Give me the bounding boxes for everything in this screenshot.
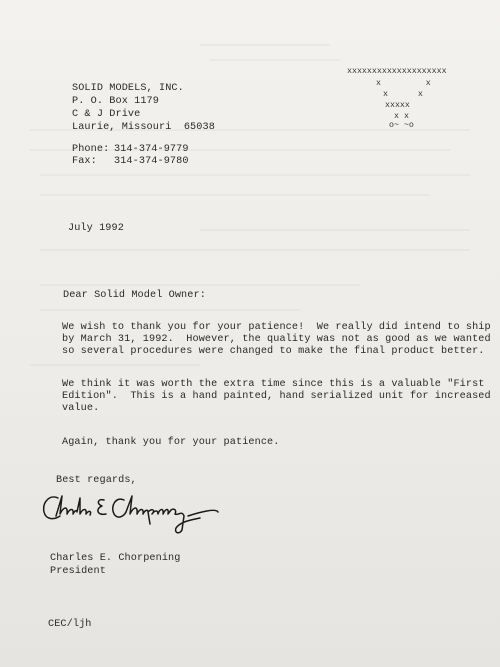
handwritten-signature (40, 490, 230, 538)
phone-label: Phone: (72, 144, 110, 155)
body-paragraph-1-line-1: We wish to thank you for your patience! We really did intend to ship (62, 322, 491, 333)
letter-date: July 1992 (68, 223, 124, 234)
body-paragraph-1-line-2: by March 31, 1992. However, the quality was not as good as we wanted (62, 334, 491, 345)
fax-number: 314-374-9780 (114, 156, 189, 167)
phone-number: 314-374-9779 (114, 144, 189, 155)
po-box: P. O. Box 1179 (72, 96, 159, 107)
fax-label: Fax: (72, 156, 97, 167)
logo-line-2: x x (376, 79, 431, 88)
body-paragraph-2-line-1: We think it was worth the extra time since this is a valuable "First (62, 379, 485, 390)
closing: Best regards, (56, 475, 137, 486)
signer-title: President (50, 566, 106, 577)
logo-line-5: x x (394, 112, 409, 121)
body-paragraph-3: Again, thank you for your patience. (62, 437, 280, 448)
street-address: C & J Drive (72, 109, 141, 120)
city-state-zip: Laurie, Missouri 65038 (72, 122, 215, 133)
body-paragraph-2-line-3: value. (62, 403, 100, 414)
logo-line-4: xxxxx (385, 101, 410, 110)
logo-line-3: x x (383, 90, 423, 99)
body-paragraph-2-line-2: Edition". This is a hand painted, hand serialized unit for increased (62, 391, 491, 402)
signer-name: Charles E. Chorpening (50, 553, 181, 564)
body-paragraph-1-line-3: so several procedures were changed to make the final product better. (62, 346, 485, 357)
company-name: SOLID MODELS, INC. (72, 83, 184, 94)
logo-line-1: xxxxxxxxxxxxxxxxxxxx (347, 67, 447, 76)
reference-initials: CEC/ljh (48, 619, 92, 630)
logo-line-6: o~ ~o (389, 121, 414, 130)
salutation: Dear Solid Model Owner: (63, 290, 206, 301)
